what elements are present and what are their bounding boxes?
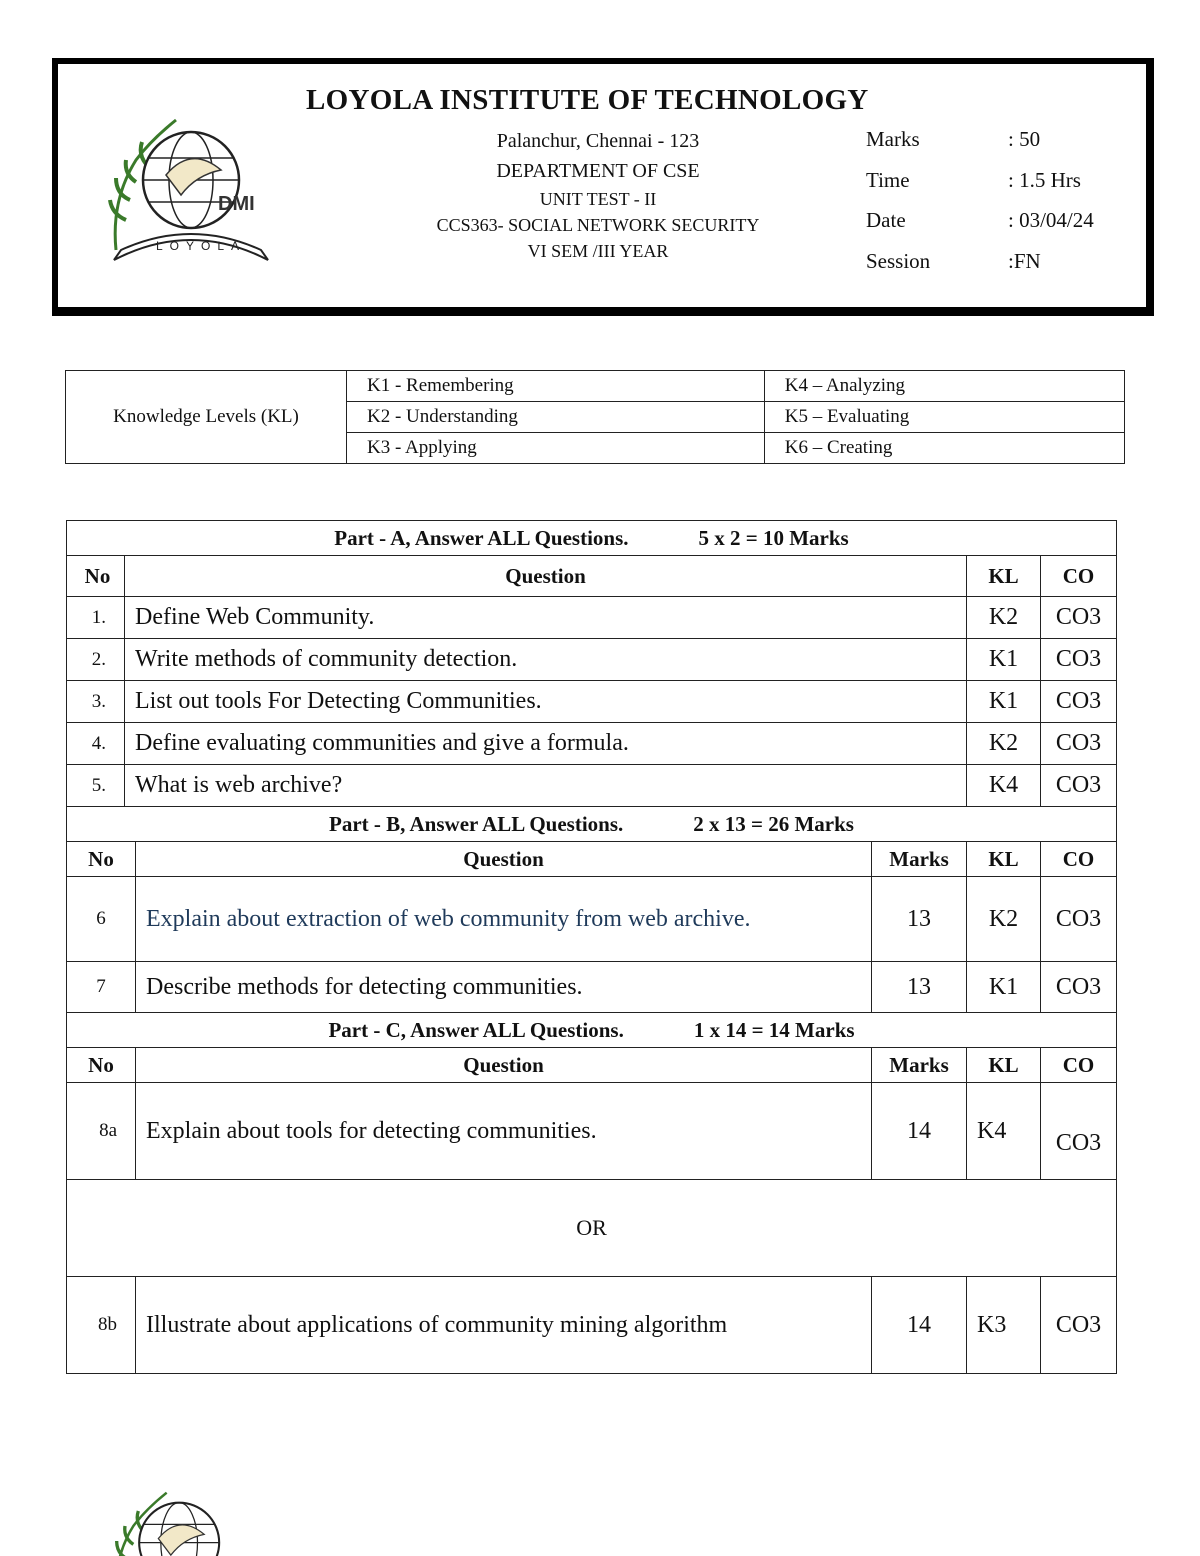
or-separator: OR [67, 1180, 1117, 1277]
part-c-heading-row [67, 1013, 1117, 1048]
kl-cell: K2 - Understanding [347, 402, 765, 433]
table-row [66, 371, 1125, 402]
kl-cell: K4 – Analyzing [764, 371, 1124, 402]
part-c-heading: Part - C, Answer ALL Questions. 1 x 14 = 14 Marks [67, 1013, 1117, 1048]
svg-text:DMI: DMI [218, 193, 255, 215]
meta-session: Session :FN [866, 248, 1041, 273]
department: DEPARTMENT OF CSE [496, 160, 700, 182]
table-row: 2. Write methods of community detection. K1 CO3 [67, 639, 1117, 681]
exam-meta [866, 126, 1094, 288]
questions-table [66, 520, 1117, 1374]
kl-cell: K1 - Remembering [347, 371, 765, 402]
meta-time: Time : 1.5 Hrs [866, 167, 1081, 192]
part-a-heading: Part - A, Answer ALL Questions. 5 x 2 = 10 Marks [67, 521, 1117, 556]
kl-cell: K6 – Creating [764, 433, 1124, 464]
kl-title: Knowledge Levels (KL) [66, 371, 347, 464]
institute-logo-icon [96, 100, 276, 280]
knowledge-levels-table [65, 370, 1125, 464]
course-name: CCS363- SOCIAL NETWORK SECURITY [436, 215, 760, 235]
table-row: 8a Explain about tools for detecting communities. 14 K4 CO3 [67, 1083, 1117, 1180]
kl-cell: K5 – Evaluating [764, 402, 1124, 433]
table-row: 6 Explain about extraction of web community from web archive. 13 K2 CO3 [67, 877, 1117, 962]
institute-address: Palanchur, Chennai - 123 [496, 130, 700, 152]
table-row: 1. Define Web Community. K2 CO3 [67, 597, 1117, 639]
kl-cell: K3 - Applying [347, 433, 765, 464]
exam-details [398, 126, 798, 264]
part-a-heading-row [67, 521, 1117, 556]
part-b-column-headers: No Question Marks KL CO [67, 842, 1117, 877]
part-b-heading: Part - B, Answer ALL Questions. 2 x 13 = 26 Marks [67, 807, 1117, 842]
table-row: 8b Illustrate about applications of community mining algorithm 14 K3 CO3 [67, 1277, 1117, 1374]
part-c-column-headers: No Question Marks KL CO [67, 1048, 1117, 1083]
institute-title: LOYOLA INSTITUTE OF TECHNOLOGY [306, 84, 869, 116]
test-name: UNIT TEST - II [539, 189, 657, 209]
footer-logo [100, 1476, 250, 1556]
exam-header [52, 58, 1154, 316]
or-row [67, 1180, 1117, 1277]
meta-marks: Marks : 50 [866, 127, 1041, 151]
institute-logo-icon [100, 1476, 250, 1556]
semester: VI SEM /III YEAR [527, 241, 669, 261]
table-row: 7 Describe methods for detecting communities. 13 K1 CO3 [67, 962, 1117, 1013]
table-row: 5. What is web archive? K4 CO3 [67, 765, 1117, 807]
table-row: 4. Define evaluating communities and give a formula. K2 CO3 [67, 723, 1117, 765]
svg-text:LOYOLA: LOYOLA [156, 239, 247, 253]
meta-date: Date : 03/04/24 [866, 208, 1094, 232]
table-row: 3. List out tools For Detecting Communities. K1 CO3 [67, 681, 1117, 723]
part-b-heading-row [67, 807, 1117, 842]
part-a-column-headers: No Question KL CO [67, 556, 1117, 597]
